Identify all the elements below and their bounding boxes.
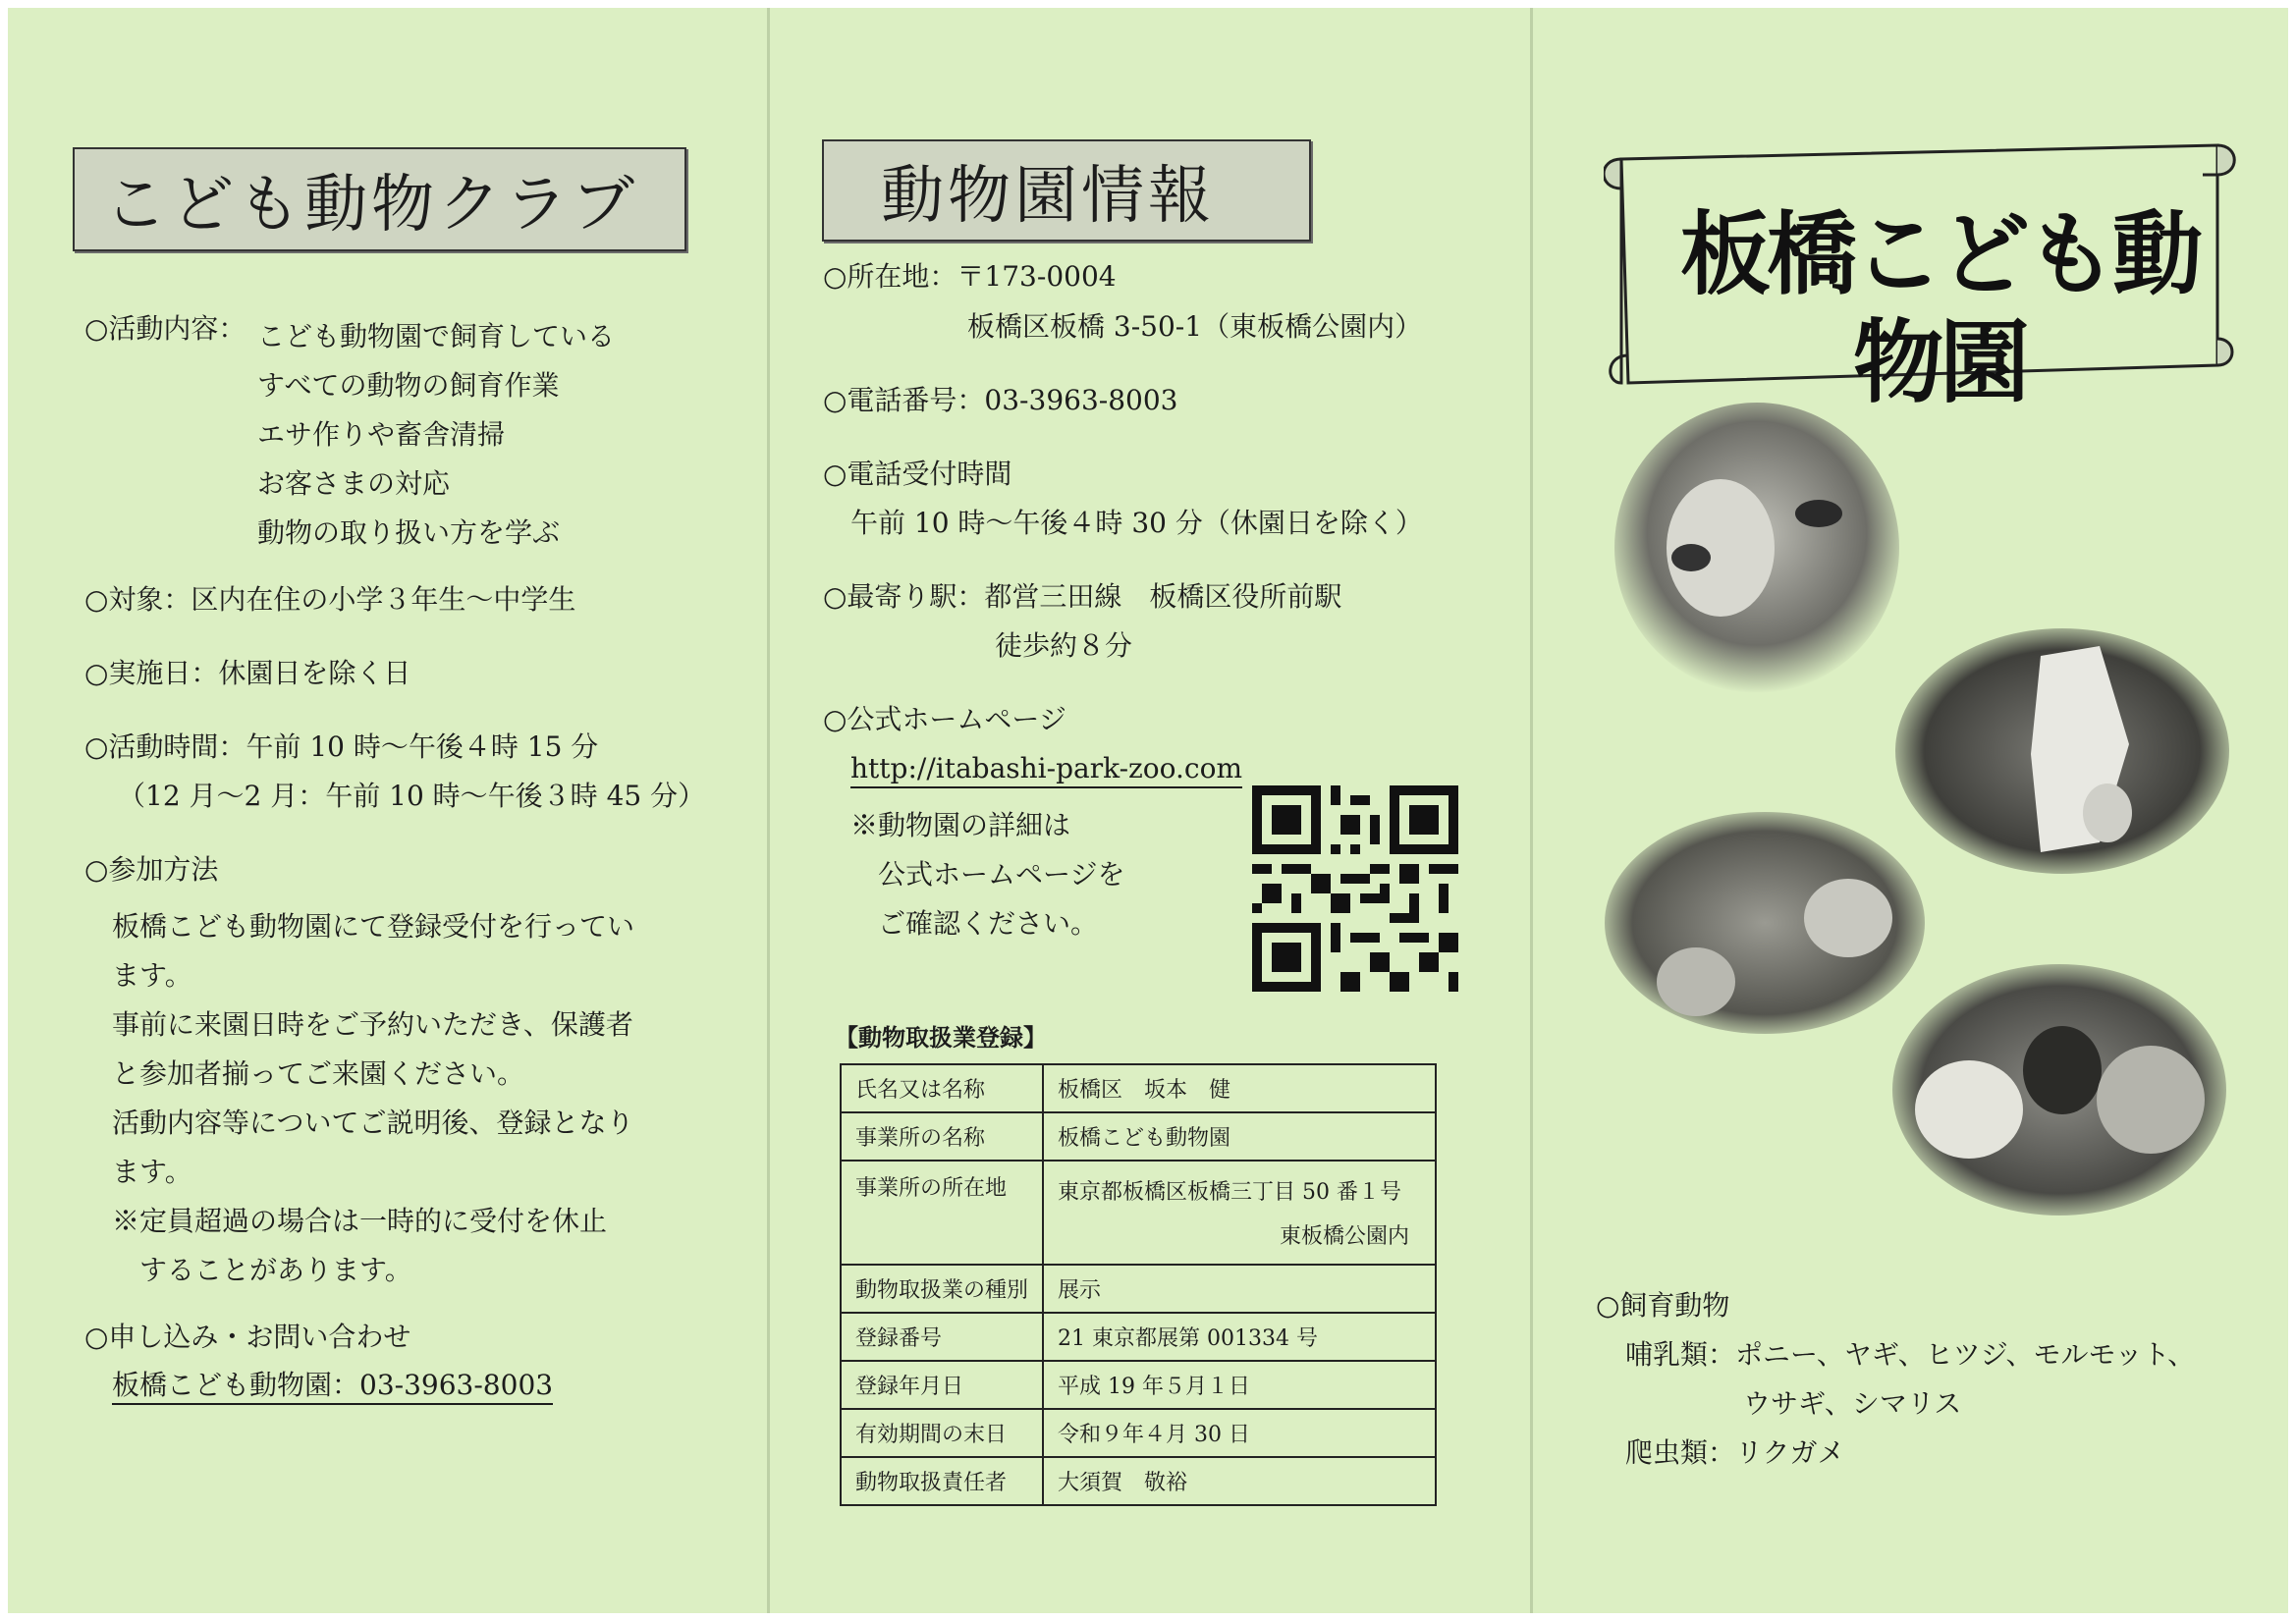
target-line: ○対象：区内在住の小学３年生～中学生: [84, 583, 576, 616]
method-text: [112, 902, 634, 1295]
contact-line: [112, 1369, 553, 1402]
method-line: 活動内容等についてご説明後、登録となり: [112, 1107, 634, 1139]
club-title: こども動物クラブ: [104, 169, 638, 242]
reg-value-multiline: [1043, 1161, 1436, 1265]
registration-heading: 【動物取扱業登録】: [835, 1023, 1047, 1052]
fold-line-left: [767, 8, 770, 1613]
pony-photo: [1893, 626, 2232, 877]
reptiles-label: 爬虫類：: [1625, 1436, 1736, 1469]
table-row: [841, 1361, 1436, 1409]
hours-line: ○活動時間：午前 10 時～午後４時 15 分: [84, 730, 599, 763]
reg-value: 東板橋公園内: [1280, 1224, 1410, 1249]
reg-key: 有効期間の末日: [841, 1409, 1043, 1457]
reg-value: 21 東京都展第 001334 号: [1043, 1313, 1436, 1361]
qr-code-icon: [1252, 785, 1458, 992]
reg-key: 動物取扱責任者: [841, 1457, 1043, 1505]
method-line: 事前に来園日時をご予約いただき、保護者: [112, 1008, 633, 1041]
goat-photo: [1613, 401, 1902, 695]
table-row: [841, 1457, 1436, 1505]
reg-key: 登録番号: [841, 1313, 1043, 1361]
reg-value: 展示: [1043, 1265, 1436, 1313]
mammals-line: ポニー、ヤギ、ヒツジ、モルモット、: [1735, 1338, 2196, 1371]
mammals-label: 哺乳類：: [1625, 1338, 1736, 1371]
reg-key: 氏名又は名称: [841, 1064, 1043, 1112]
activity-line: お客さまの対応: [257, 467, 451, 500]
guinea-pig-photo: [1890, 962, 2229, 1217]
phone-hours: 午前 10 時～午後４時 30 分（休園日を除く）: [850, 507, 1423, 539]
activity-line: 動物の取り扱い方を学ぶ: [257, 516, 561, 549]
activity-label: ○活動内容：: [84, 312, 246, 345]
address-line: 板橋区板橋 3-50-1（東板橋公園内）: [967, 310, 1423, 343]
registration-table: [840, 1063, 1437, 1506]
method-line: と参加者揃ってご来園ください。: [112, 1057, 525, 1090]
method-heading: ○参加方法: [84, 853, 219, 886]
homepage-url-wrap: [850, 752, 1242, 785]
table-row: [841, 1313, 1436, 1361]
table-row: [841, 1161, 1436, 1265]
activity-list: [257, 312, 615, 558]
mammals-line: ウサギ、シマリス: [1743, 1387, 1962, 1420]
homepage-link[interactable]: http://itabashi-park-zoo.com: [850, 752, 1242, 788]
note-line: ご確認ください。: [878, 907, 1099, 940]
reg-value: 令和９年４月 30 日: [1043, 1409, 1436, 1457]
reptiles-line: リクガメ: [1735, 1436, 1845, 1469]
table-row: [841, 1064, 1436, 1112]
activity-line: すべての動物の飼育作業: [257, 369, 560, 402]
contact-heading: ○申し込み・お問い合わせ: [84, 1321, 411, 1353]
activity-line: こども動物園で飼育している: [257, 320, 616, 352]
method-line: ます。: [112, 959, 192, 992]
phone-line: ○電話番号：03-3963-8003: [823, 384, 1178, 416]
zoo-info-title: 動物園情報: [881, 160, 1215, 233]
walk-line: 徒歩約８分: [995, 629, 1133, 662]
table-row: [841, 1409, 1436, 1457]
station-line: ○最寄り駅：都営三田線 板橋区役所前駅: [823, 580, 1342, 613]
zoo-info-title-box: [822, 139, 1311, 242]
contact-phone: 板橋こども動物園：03-3963-8003: [112, 1369, 553, 1405]
hours-winter-line: （12 月～2 月：午前 10 時～午後３時 45 分）: [118, 780, 706, 812]
method-line: 板橋こども動物園にて登録受付を行ってい: [112, 910, 635, 943]
method-line: ます。: [112, 1156, 192, 1188]
reg-key: 動物取扱業の種別: [841, 1265, 1043, 1313]
reg-key: 登録年月日: [841, 1361, 1043, 1409]
animals-heading: ○飼育動物: [1596, 1289, 1730, 1322]
reg-key: 事業所の名称: [841, 1112, 1043, 1161]
method-line: ※定員超過の場合は一時的に受付を休止: [112, 1205, 608, 1237]
table-row: [841, 1265, 1436, 1313]
note-line: ※動物園の詳細は: [850, 809, 1071, 841]
reg-key: 事業所の所在地: [841, 1161, 1043, 1265]
club-title-box: [73, 147, 686, 251]
note-line: 公式ホームページを: [878, 858, 1125, 891]
fold-line-right: [1530, 8, 1533, 1613]
activity-line: エサ作りや畜舎清掃: [257, 418, 506, 451]
tortoise-photo: [1603, 810, 1927, 1036]
method-line: することがあります。: [112, 1254, 412, 1286]
zoo-main-title: 板橋こども動物園: [1679, 202, 2199, 415]
address-label: ○所在地：〒173-0004: [823, 260, 1117, 293]
reg-value: 東京都板橋区板橋三丁目 50 番１号: [1058, 1180, 1401, 1205]
homepage-heading: ○公式ホームページ: [823, 703, 1066, 735]
phone-hours-heading: ○電話受付時間: [823, 458, 1012, 490]
reg-value: 平成 19 年５月１日: [1043, 1361, 1436, 1409]
homepage-note: [850, 801, 1124, 948]
reg-value: 大須賀 敬裕: [1043, 1457, 1436, 1505]
dates-line: ○実施日：休園日を除く日: [84, 657, 411, 689]
reg-value: 板橋こども動物園: [1043, 1112, 1436, 1161]
table-row: [841, 1112, 1436, 1161]
reg-value: 板橋区 坂本 健: [1043, 1064, 1436, 1112]
